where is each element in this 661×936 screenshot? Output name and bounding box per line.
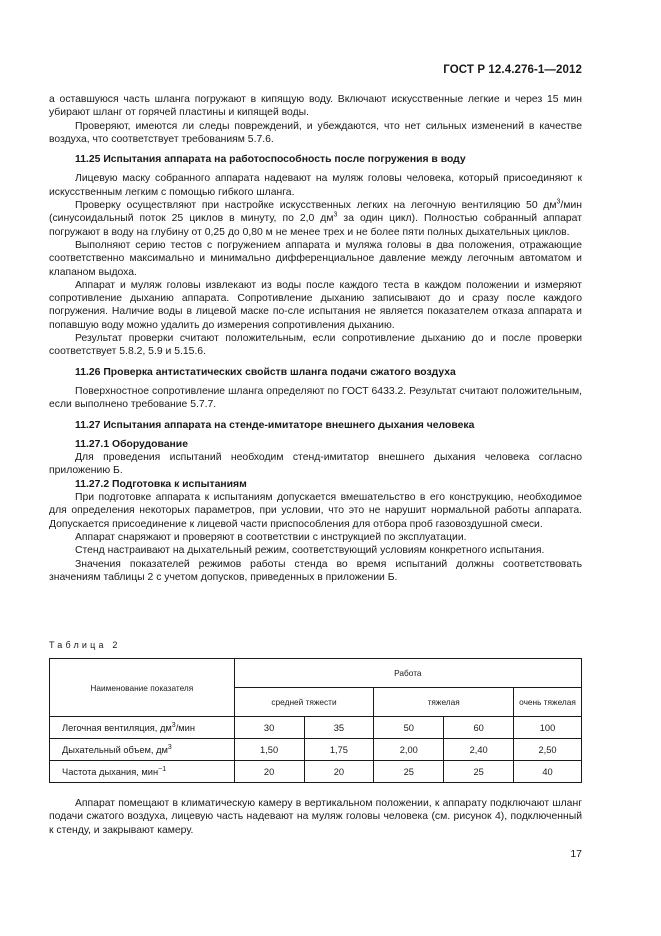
paragraph: При подготовке аппарата к испытаниям допускается вмешательство в его конструкцию, необходимое для определения некоторых параметров, при условии, что это не нарушит нормальной работы аппарата. Допускается присоединение к лицевой части приспособления для отбора проб газовоздушной смеси. — [49, 492, 582, 530]
table-cell: 30 — [234, 717, 304, 739]
paragraph: Аппарат и муляж головы извлекают из воды после каждого теста в каждом положении и измеряют сопротивление дыханию аппарата. Сопротивление дыханию записывают до и сразу после каждого погружения. Наличие воды в лицевой маске по-сле испытания не является показателем отказа аппарата и попавшую воду можно удалить до измерения сопротивления дыханию. — [49, 279, 582, 331]
table-cell: 1,50 — [234, 739, 304, 761]
column-group-header: Работа — [234, 659, 581, 688]
paragraph: Результат проверки считают положительным, если сопротивление дыханию до и после проверки соответствует 5.8.2, 5.9 и 5.15.6. — [49, 333, 582, 358]
mode-header: очень тяжелая — [514, 688, 582, 717]
column-header-name: Наименование показателя — [50, 659, 235, 717]
table-cell: 40 — [514, 761, 582, 783]
paragraph: Лицевую маску собранного аппарата надевают на муляж головы человека, который присоединяют к искусственным легким с помощью гибкого шланга. — [49, 173, 582, 198]
table-cell: 1,75 — [304, 739, 374, 761]
table-cell: 50 — [374, 717, 444, 739]
subsection-heading-11-27-2: 11.27.2 Подготовка к испытаниям — [75, 478, 247, 490]
table-row — [50, 739, 582, 761]
section-heading-11-25: 11.25 Испытания аппарата на работоспособность после погружения в воду — [75, 154, 466, 166]
table-cell: 20 — [234, 761, 304, 783]
paragraph: Аппарат помещают в климатическую камеру в вертикальном положении, к аппарату подключают шланг подачи сжатого воздуха, лицевую часть надевают на муляж головы человека (см. рисунок 4), подключенный к стенду, и закрывают камеру. — [49, 798, 582, 836]
row-label: Дыхательный объем, $дм^3$ — [50, 739, 235, 761]
subsection-heading-11-27-1: 11.27.1 Оборудование — [75, 438, 188, 450]
table-cell: 25 — [374, 761, 444, 783]
paragraph: Стенд настраивают на дыхательный режим, соответствующий условиям конкретного испытания. — [75, 545, 545, 557]
table-row — [50, 717, 582, 739]
mode-header: тяжелая — [374, 688, 514, 717]
paragraph: Значения показателей режимов работы стенда во время испытаний должны соответствовать значениям таблицы 2 с учетом допусков, приведенных в приложении Б. — [49, 558, 582, 583]
section-heading-11-27: 11.27 Испытания аппарата на стенде-имитаторе внешнего дыхания человека — [75, 419, 475, 431]
paragraph: Для проведения испытаний необходим стенд-имитатор внешнего дыхания человека согласно приложению Б. — [49, 452, 582, 477]
table-cell: 2,50 — [514, 739, 582, 761]
row-label: Легочная вентиляция, $дм^3$/мин — [50, 717, 235, 739]
table-cell: 2,40 — [444, 739, 514, 761]
paragraph: Аппарат снаряжают и проверяют в соответствии с инструкцией по эксплуатации. — [75, 531, 467, 543]
table-cell: 100 — [514, 717, 582, 739]
paragraph: а оставшуюся часть шланга погружают в кипящую воду. Включают искусственные легкие и через 15 мин убирают шланг от горячей пластины и кипящей воды. — [49, 94, 582, 119]
table-cell: 20 — [304, 761, 374, 783]
table-cell: 35 — [304, 717, 374, 739]
table-cell: 25 — [444, 761, 514, 783]
paragraph: Проверяют, имеются ли следы повреждений, и убеждаются, что нет сильных изменений в качестве воздуха, что соответствует требованиям 5.7.6. — [49, 120, 582, 145]
table-row — [50, 761, 582, 783]
modes-table — [49, 658, 582, 783]
table-caption: Таблица 2 — [49, 640, 121, 650]
page-number: 17 — [570, 848, 582, 860]
main-text — [49, 93, 582, 584]
paragraph: Поверхностное сопротивление шланга определяют по ГОСТ 6433.2. Результат считают положительным, если выполнено требование 5.7.7. — [49, 385, 582, 411]
paragraph: Выполняют серию тестов с погружением аппарата и муляжа головы в два положения, отражающие соответственно максимально и минимально дифференциальное давление между легочным автоматом и клапаном выдоха. — [49, 239, 582, 278]
row-label: Частота дыхания, мин$^{-1}$ — [50, 761, 235, 783]
table-header-row — [50, 659, 582, 688]
table-cell: 60 — [444, 717, 514, 739]
table-cell: 2,00 — [374, 739, 444, 761]
mode-header: средней тяжести — [234, 688, 374, 717]
paragraph: Проверку осуществляют при настройке искусственных легких на легочную вентиляцию 50 $дм^3$/мин (синусоидальный поток 25 циклов в минуту, по 2,0 $дм^3$ за один цикл). Полностью собранный аппарат погружают в воду на глубину от 0,25 до 0,80 м не менее трех и не более пяти полных дыхательных циклов. — [49, 198, 582, 238]
section-heading-11-26: 11.26 Проверка антистатических свойств шланга подачи сжатого воздуха — [75, 366, 456, 378]
text-after-table — [49, 797, 582, 837]
document-code-header: ГОСТ Р 12.4.276-1—2012 — [443, 64, 582, 76]
